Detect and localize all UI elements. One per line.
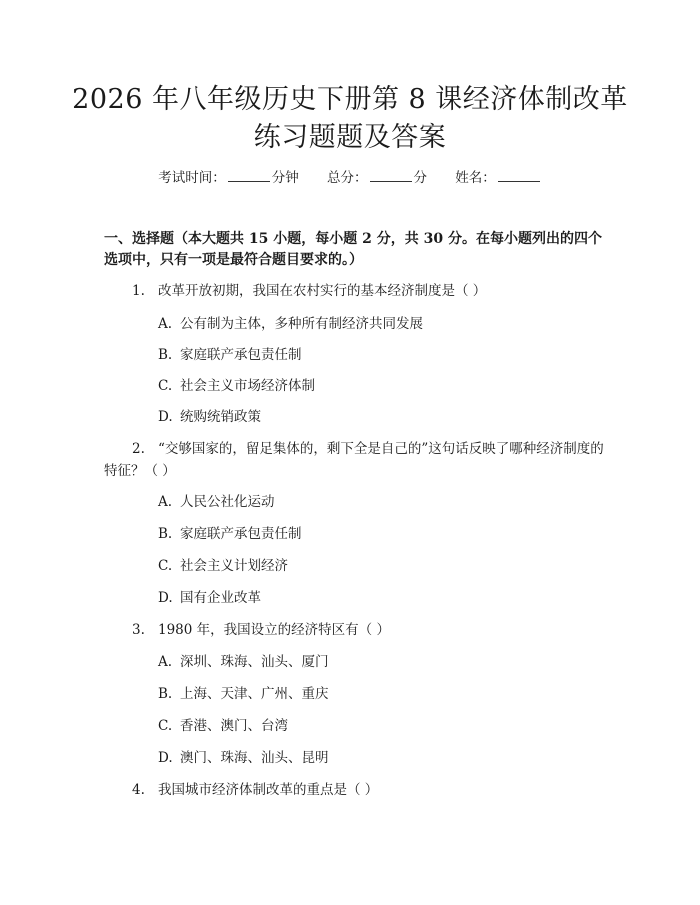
question-number: 1. (132, 283, 145, 299)
option-letter: D. (158, 590, 173, 606)
option-letter: B. (158, 526, 173, 542)
option-letter: B. (158, 686, 173, 702)
exam-name (455, 170, 542, 186)
exam-time (158, 170, 303, 186)
option-text: 深圳、珠海、汕头、厦门 (180, 654, 329, 670)
page-title-line1: 2026 年八年级历史下册第 8 课经济体制改革 (72, 84, 628, 115)
option-letter: C. (158, 378, 173, 394)
option-text: 澳门、珠海、汕头、昆明 (180, 750, 329, 766)
time-label: 考试时间： (158, 170, 226, 186)
score-unit: 分 (413, 170, 427, 186)
option-letter: C. (158, 718, 173, 734)
question-4 (104, 779, 604, 801)
option-3b (158, 683, 598, 705)
option-1b (158, 344, 598, 366)
question-text: 1980 年，我国设立的经济特区有（ ） (158, 622, 390, 638)
question-3 (104, 619, 604, 641)
exam-score (327, 170, 431, 186)
option-2c (158, 555, 598, 577)
time-blank (228, 168, 270, 182)
option-letter: A. (158, 494, 173, 510)
exam-meta (0, 168, 700, 188)
question-text: 我国城市经济体制改革的重点是（ ） (158, 782, 379, 798)
time-unit: 分钟 (271, 170, 299, 186)
option-text: 上海、天津、广州、重庆 (180, 686, 329, 702)
name-blank (498, 168, 540, 182)
question-number: 3. (132, 622, 145, 638)
name-label: 姓名： (455, 170, 496, 186)
option-3d (158, 747, 598, 769)
option-3a (158, 651, 598, 673)
option-2d (158, 587, 598, 609)
question-number: 2. (132, 441, 145, 457)
option-letter: D. (158, 750, 173, 766)
option-1c (158, 375, 598, 397)
option-text: 公有制为主体，多种所有制经济共同发展 (180, 316, 423, 332)
section-heading: 一、选择题（本大题共 15 小题，每小题 2 分，共 30 分。在每小题列出的四个选项中，只有一项是最符合题目要求的。） (104, 231, 602, 268)
score-blank (370, 168, 412, 182)
option-letter: A. (158, 316, 173, 332)
option-text: 香港、澳门、台湾 (180, 718, 288, 734)
option-text: 人民公社化运动 (180, 494, 275, 510)
page-title-line2: 练习题题及答案 (253, 122, 447, 153)
option-letter: A. (158, 654, 173, 670)
option-text: 统购统销政策 (180, 409, 261, 425)
option-2a (158, 491, 598, 513)
option-1d (158, 406, 598, 428)
option-letter: B. (158, 347, 173, 363)
question-text: “交够国家的，留足集体的，剩下全是自己的”这句话反映了哪种经济制度的特征？（ ） (104, 441, 604, 479)
option-text: 家庭联产承包责任制 (180, 526, 302, 542)
option-letter: C. (158, 558, 173, 574)
option-1a (158, 313, 598, 335)
option-text: 社会主义市场经济体制 (180, 378, 315, 394)
question-text: 改革开放初期，我国在农村实行的基本经济制度是（ ） (158, 283, 487, 299)
option-text: 家庭联产承包责任制 (180, 347, 302, 363)
question-number: 4. (132, 782, 145, 798)
option-letter: D. (158, 409, 173, 425)
score-label: 总分： (327, 170, 368, 186)
question-2 (104, 438, 604, 482)
question-1 (104, 280, 604, 302)
option-2b (158, 523, 598, 545)
option-text: 国有企业改革 (180, 590, 261, 606)
option-3c (158, 715, 598, 737)
option-text: 社会主义计划经济 (180, 558, 288, 574)
